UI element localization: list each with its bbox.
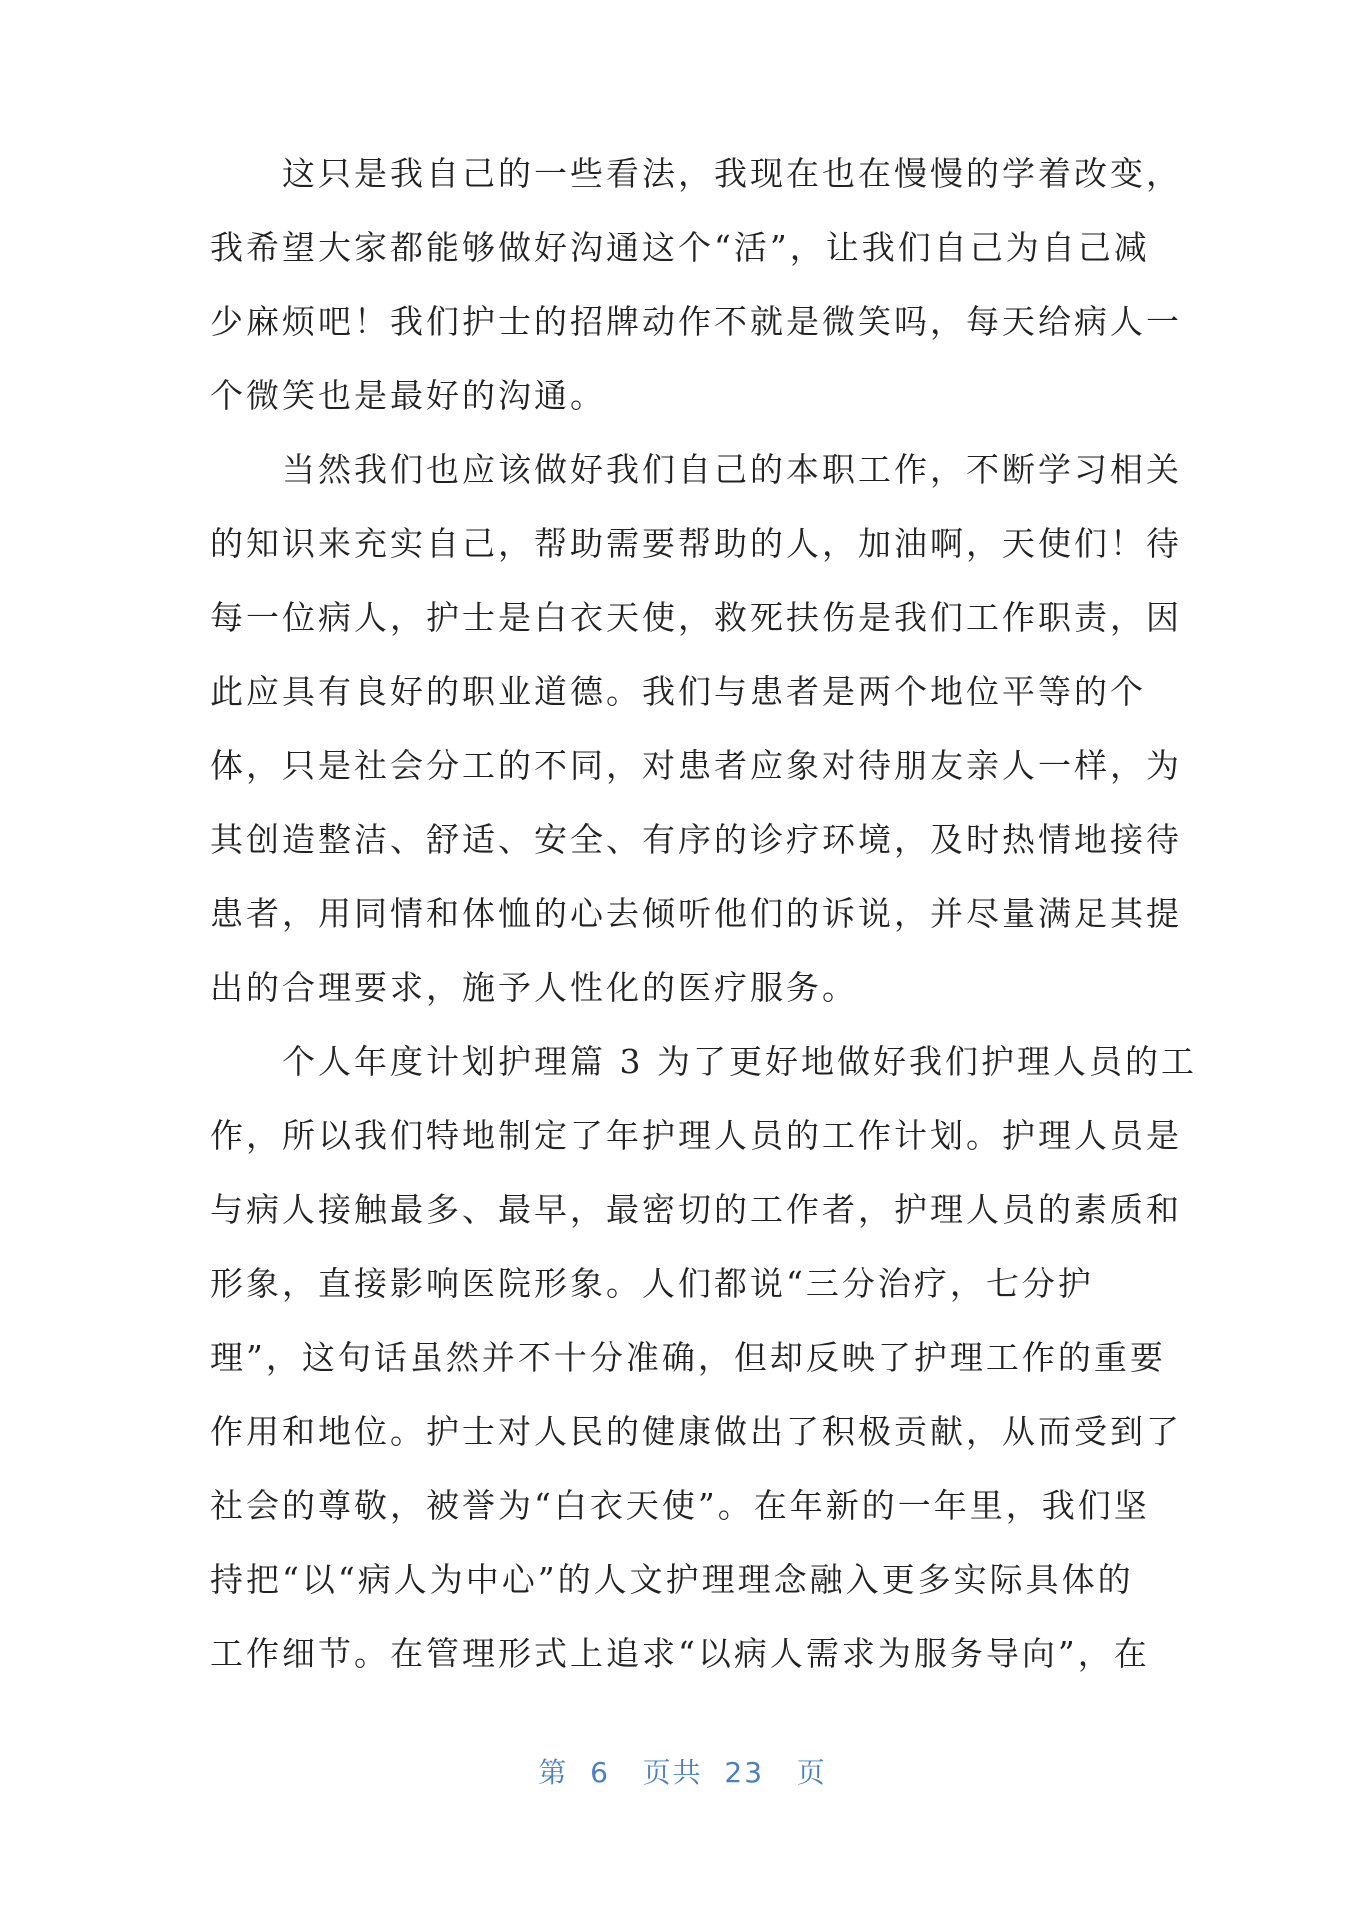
text-line: 患者，用同情和体恤的心去倾听他们的诉说，并尽量满足其提 <box>210 894 1182 933</box>
text-line: 形象，直接影响医院形象。人们都说“三分治疗，七分护 <box>210 1264 1094 1303</box>
page-footer <box>0 1751 1365 1791</box>
text-line: 此应具有良好的职业道德。我们与患者是两个地位平等的个 <box>210 672 1146 711</box>
document-body <box>210 146 1197 1700</box>
text-line: 工作细节。在管理形式上追求“以病人需求为服务导向”，在 <box>210 1634 1150 1673</box>
text-line: 这只是我自己的一些看法，我现在也在慢慢的学着改变， <box>210 154 1182 193</box>
text-line: 个人年度计划护理篇 3 为了更好地做好我们护理人员的工 <box>210 1042 1197 1081</box>
text-line: 每一位病人，护士是白衣天使，救死扶伤是我们工作职责，因 <box>210 598 1182 637</box>
text-line: 持把“以“病人为中心”的人文护理理念融入更多实际具体的 <box>210 1560 1134 1599</box>
text-line: 理”，这句话虽然并不十分准确，但却反映了护理工作的重要 <box>210 1338 1166 1377</box>
text-line: 少麻烦吧！我们护士的招牌动作不就是微笑吗，每天给病人一 <box>210 302 1182 341</box>
text-line: 我希望大家都能够做好沟通这个“活”，让我们自己为自己减 <box>210 228 1150 267</box>
text-line: 出的合理要求，施予人性化的医疗服务。 <box>210 968 858 1007</box>
text-line: 其创造整洁、舒适、安全、有序的诊疗环境，及时热情地接待 <box>210 820 1182 859</box>
text-line: 社会的尊敬，被誉为“白衣天使”。在年新的一年里，我们坚 <box>210 1486 1150 1525</box>
paragraph-3 <box>210 1034 1197 1700</box>
text-line: 个微笑也是最好的沟通。 <box>210 376 606 415</box>
text-line: 体，只是社会分工的不同，对患者应象对待朋友亲人一样，为 <box>210 746 1182 785</box>
text-line: 当然我们也应该做好我们自己的本职工作，不断学习相关 <box>210 450 1182 489</box>
page-number-label: 第 6 页共 23 页 <box>538 1756 827 1789</box>
paragraph-1 <box>210 146 1182 442</box>
paragraph-2 <box>210 442 1182 1034</box>
text-line: 的知识来充实自己，帮助需要帮助的人，加油啊，天使们！待 <box>210 524 1182 563</box>
text-line: 与病人接触最多、最早，最密切的工作者，护理人员的素质和 <box>210 1190 1182 1229</box>
text-line: 作用和地位。护士对人民的健康做出了积极贡献，从而受到了 <box>210 1412 1182 1451</box>
text-line: 作，所以我们特地制定了年护理人员的工作计划。护理人员是 <box>210 1116 1182 1155</box>
